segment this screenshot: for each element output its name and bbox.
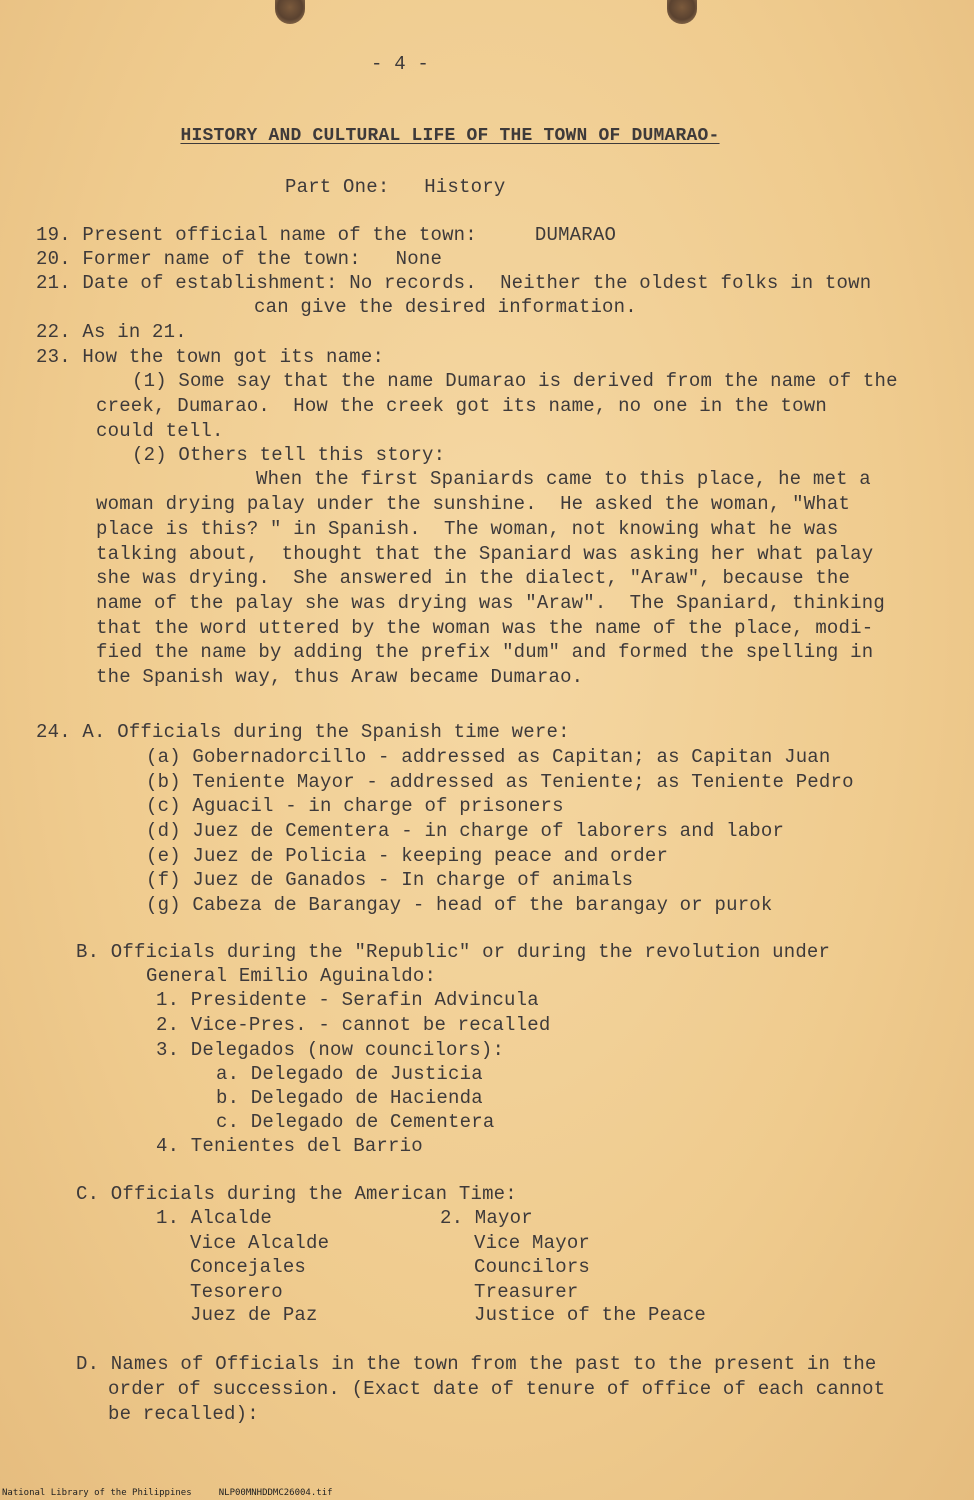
item-24-b: B. Officials during the "Republic" or during the revolution under xyxy=(76,941,831,963)
archive-footer: National Library of the Philippines NLP00MNHDDMC26004.tif xyxy=(2,1488,333,1498)
spanish-official: (c) Aguacil - in charge of prisoners xyxy=(146,795,564,817)
story-line: woman drying palay under the sunshine. He asked the woman, "What xyxy=(96,493,851,515)
item-23-1-cont: creek, Dumarao. How the creek got its name, no one in the town xyxy=(96,395,827,417)
story-line: she was drying. She answered in the dialect, "Araw", because the xyxy=(96,567,851,589)
spanish-official: (a) Gobernadorcillo - addressed as Capitan; as Capitan Juan xyxy=(146,746,831,768)
item-24-d: D. Names of Officials in the town from the past to the present in the xyxy=(76,1353,877,1375)
american-official-left: Tesorero xyxy=(190,1281,283,1303)
spanish-official: (e) Juez de Policia - keeping peace and order xyxy=(146,845,669,867)
american-official-right: 2. Mayor xyxy=(440,1207,533,1229)
american-official-right: Vice Mayor xyxy=(474,1232,591,1254)
item-19: 19. Present official name of the town: DUMARAO xyxy=(36,224,617,246)
item-23-1-cont: could tell. xyxy=(96,420,224,442)
republic-official: 2. Vice-Pres. - cannot be recalled xyxy=(156,1014,551,1036)
american-official-left: Concejales xyxy=(190,1256,307,1278)
item-22: 22. As in 21. xyxy=(36,321,187,343)
spanish-official: (b) Teniente Mayor - addressed as Teniente; as Teniente Pedro xyxy=(146,771,854,793)
delegado: c. Delegado de Cementera xyxy=(216,1111,495,1133)
story-line: the Spanish way, thus Araw became Dumarao. xyxy=(96,666,584,688)
item-24-d-cont: order of succession. (Exact date of tenure of office of each cannot xyxy=(108,1378,886,1400)
story-line: place is this? " in Spanish. The woman, not knowing what he was xyxy=(96,518,839,540)
american-official-right: Justice of the Peace xyxy=(474,1304,707,1326)
item-21: 21. Date of establishment: No records. Neither the oldest folks in town xyxy=(36,272,872,294)
american-official-left: Juez de Paz xyxy=(190,1304,318,1326)
american-official-right: Councilors xyxy=(474,1256,591,1278)
story-line: fied the name by adding the prefix "dum" and formed the spelling in xyxy=(96,641,874,663)
delegado: b. Delegado de Hacienda xyxy=(216,1087,483,1109)
spanish-official: (f) Juez de Ganados - In charge of animals xyxy=(146,869,634,891)
story-line: that the word uttered by the woman was the name of the place, modi- xyxy=(96,617,874,639)
part-heading: Part One: History xyxy=(285,176,506,198)
story-line: name of the palay she was drying was "Araw". The Spaniard, thinking xyxy=(96,592,885,614)
punch-hole xyxy=(667,0,697,24)
page-number: - 4 - xyxy=(370,53,429,75)
item-21-cont: can give the desired information. xyxy=(254,296,637,318)
story-line: talking about, thought that the Spaniard was asking her what palay xyxy=(96,543,874,565)
item-23-2: (2) Others tell this story: xyxy=(132,444,446,466)
republic-official: 1. Presidente - Serafin Advincula xyxy=(156,989,539,1011)
republic-official: 3. Delegados (now councilors): xyxy=(156,1039,505,1061)
story-line: When the first Spaniards came to this place, he met a xyxy=(256,468,871,490)
punch-hole xyxy=(275,0,305,24)
item-24-d-cont: be recalled): xyxy=(108,1403,259,1425)
spanish-official: (g) Cabeza de Barangay - head of the barangay or purok xyxy=(146,894,773,916)
american-official-right: Treasurer xyxy=(474,1281,579,1303)
item-23: 23. How the town got its name: xyxy=(36,346,385,368)
item-24-a: 24. A. Officials during the Spanish time were: xyxy=(36,721,570,743)
page-title: HISTORY AND CULTURAL LIFE OF THE TOWN OF DUMARAO- xyxy=(180,126,720,146)
item-24-b-cont: General Emilio Aguinaldo: xyxy=(146,965,437,987)
delegado: a. Delegado de Justicia xyxy=(216,1063,483,1085)
item-20: 20. Former name of the town: None xyxy=(36,248,443,270)
american-official-left: Vice Alcalde xyxy=(190,1232,330,1254)
american-official-left: 1. Alcalde xyxy=(156,1207,273,1229)
republic-official: 4. Tenientes del Barrio xyxy=(156,1135,423,1157)
item-24-c: C. Officials during the American Time: xyxy=(76,1183,517,1205)
item-23-1: (1) Some say that the name Dumarao is derived from the name of the xyxy=(132,370,898,392)
spanish-official: (d) Juez de Cementera - in charge of laborers and labor xyxy=(146,820,785,842)
